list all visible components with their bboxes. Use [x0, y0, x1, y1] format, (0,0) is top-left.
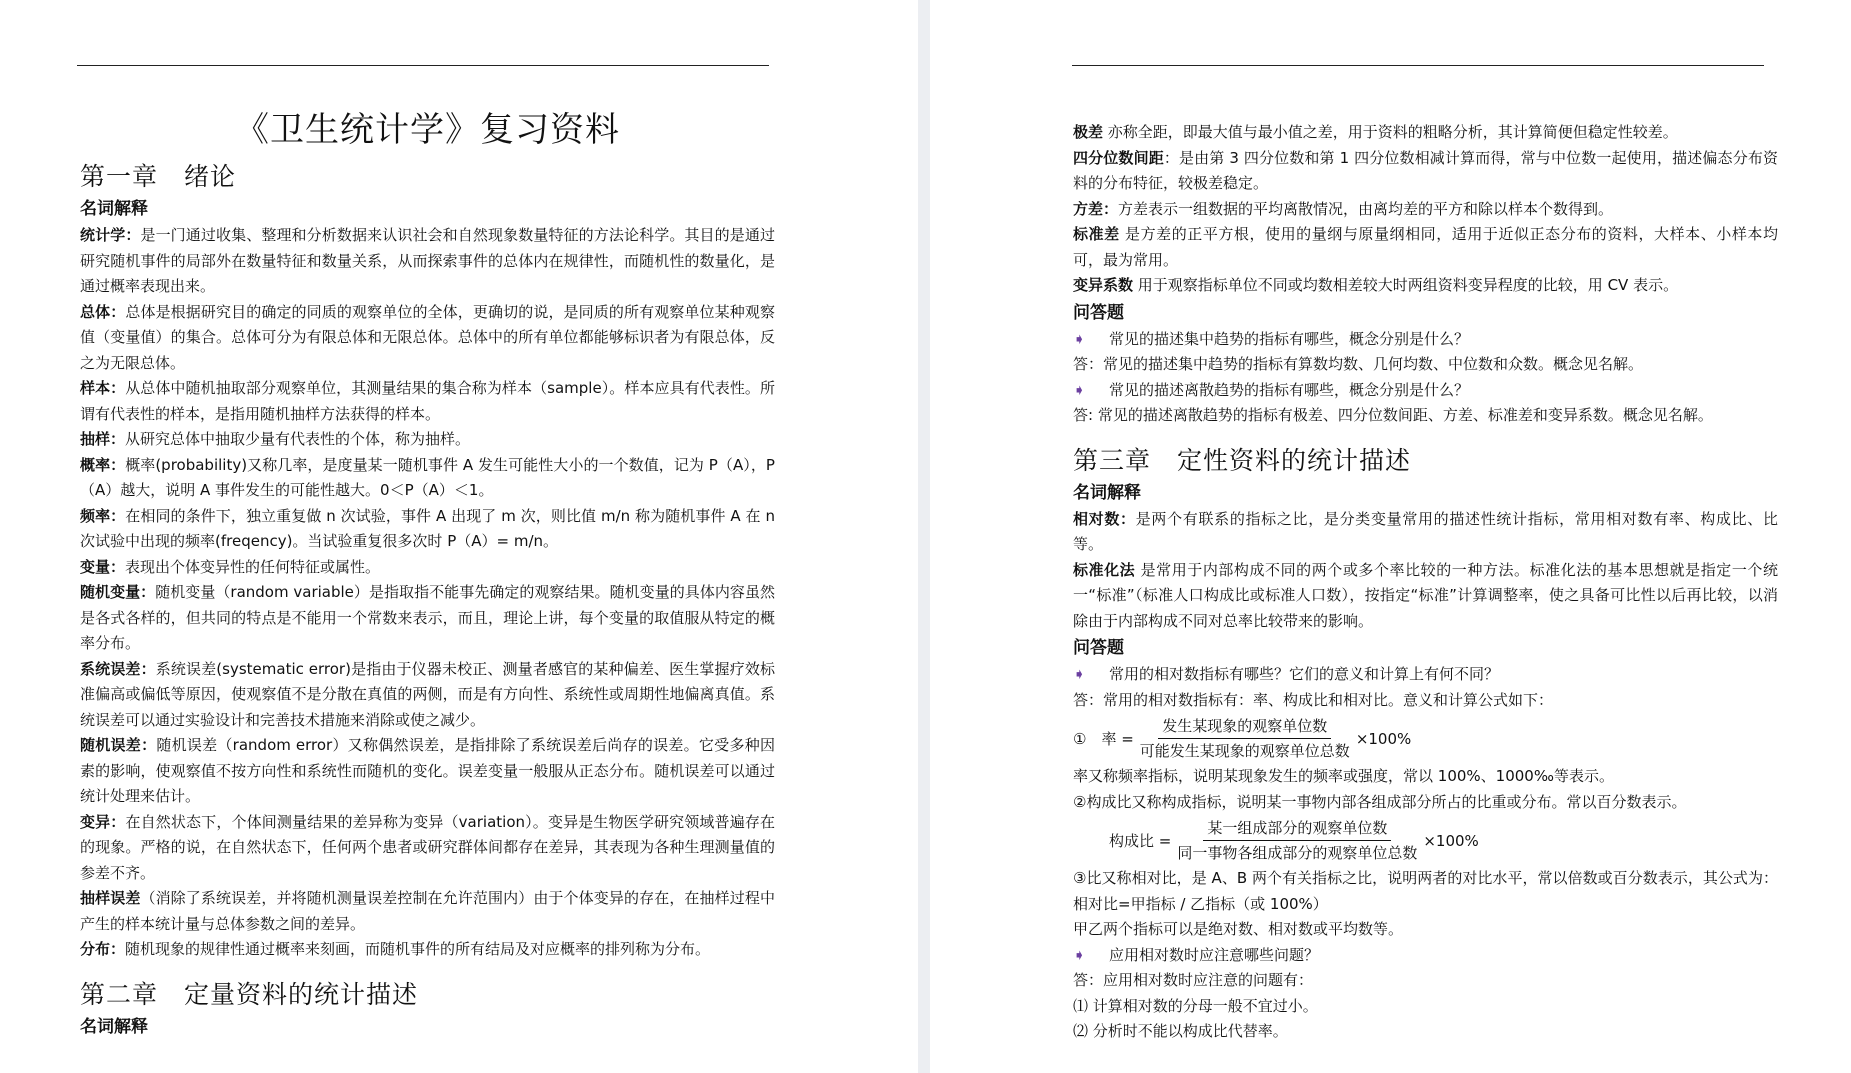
term-entry	[80, 810, 775, 887]
rate-formula	[1073, 715, 1778, 762]
formula-tail: ×100%	[1423, 831, 1479, 850]
bullet-arrow-icon: ➧	[1073, 665, 1086, 683]
term-label: 极差	[1073, 123, 1104, 141]
term-text: 在相同的条件下，独立重复做 n 次试验，事件 A 出现了 m 次，则比值 m/n 称为随机事件 A 在 n 次试验中出现的频率(freqency)。当试验重复很多次时 P（A）= m/n。	[80, 506, 775, 550]
page-gap	[918, 0, 930, 1073]
term-entry	[1073, 558, 1778, 635]
denominator: 同一事物各组成部分的观察单位总数	[1177, 844, 1418, 862]
qa-heading: 问答题	[1073, 638, 1124, 658]
term-entry	[80, 555, 775, 581]
term-entry	[1073, 197, 1778, 223]
chapter-3-title: 第三章 定性资料的统计描述	[1073, 445, 1412, 475]
term-text: 在自然状态下，个体间测量结果的差异称为变异（variation）。变异是生物医学研究领域普遍存在的现象。严格的说，在自然状态下，任何两个患者或研究群体间都存在差异，其表现为各种生理测量值的参差不齐。	[80, 812, 775, 882]
document-title: 《卫生统计学》复习资料	[235, 110, 620, 150]
term-entry	[80, 300, 775, 377]
term-text: 用于观察指标单位不同或均数相差较大时两组资料变异程度的比较，用 CV 表示。	[1137, 276, 1679, 294]
term-text: 随机现象的规律性通过概率来刻画，而随机事件的所有结局及对应概率的排列称为分布。	[125, 940, 711, 958]
terms-heading: 名词解释	[80, 199, 148, 219]
bullet-arrow-icon: ➧	[1073, 945, 1086, 964]
denominator: 可能发生某现象的观察单位总数	[1139, 742, 1350, 760]
right-content	[1073, 120, 1778, 1045]
term-label: 变异系数	[1073, 276, 1134, 294]
fraction	[1136, 715, 1354, 762]
term-label: 统计学：	[80, 226, 141, 244]
numerator: 某一组成部分的观察单位数	[1203, 817, 1391, 841]
term-text: 系统误差(systematic error)是指由于仪器未校正、测量者感官的某种偏差、医生掌握疗效标准偏高或偏低等原因，使观察值不是分散在真值的两侧，而是有方向性、系统性或周期性地偏离真值。系统误差可以通过实验设计和完善技术措施来消除或使之减少。	[80, 659, 775, 729]
term-entry	[80, 223, 775, 300]
term-entry	[1073, 273, 1778, 299]
term-label: 频率：	[80, 506, 126, 525]
term-label: 分布：	[80, 940, 126, 958]
formula-label: 构成比 =	[1109, 832, 1172, 850]
term-label: 相对数：	[1073, 509, 1136, 528]
question-item	[1073, 662, 1778, 688]
term-entry	[80, 427, 775, 453]
term-text: 随机变量（random variable）是指取指不能事先确定的观察结果。随机变量的具体内容虽然是各式各样的，但共同的特点是不能用一个常数来表示，而且，理论上讲，每个变量的取值服从特定的概率分布。	[80, 583, 775, 652]
header-rule	[1072, 65, 1764, 66]
term-text: 方差表示一组数据的平均离散情况，由离均差的平方和除以样本个数得到。	[1118, 199, 1614, 218]
term-text: （消除了系统误差，并将随机测量误差控制在允许范围内）由于个体变异的存在，在抽样过程中产生的样本统计量与总体参数之间的差异。	[80, 889, 775, 933]
formula-note: 率又称频率指标，说明某现象发生的频率或强度，常以 100%、1000‰等表示。	[1073, 767, 1614, 785]
term-entry	[1073, 507, 1778, 558]
term-entry	[80, 937, 775, 963]
term-entry	[1073, 222, 1778, 273]
term-text: 是常用于内部构成不同的两个或多个率比较的一种方法。标准化法的基本思想就是指定一个统一“标准”（标准人口构成比或标准人口数），按指定“标准”计算调整率，使之具备可比性以后再比较，以消除由于内部构成不同对总率比较带来的影响。	[1073, 560, 1778, 630]
page-left	[0, 0, 918, 1073]
answer-list-item: ⑴ 计算相对数的分母一般不宜过小。	[1073, 996, 1318, 1015]
term-text: 是一门通过收集、整理和分析数据来认识社会和自然现象数量特征的方法论科学。其目的是通过研究随机事件的局部外在数量特征和数量关系，从而探索事件的总体内在规律性，而随机性的数量化，是通过概率表现出来。	[80, 226, 775, 295]
term-label: 变异：	[80, 812, 126, 831]
term-entry	[80, 580, 775, 657]
left-content	[80, 96, 775, 1041]
term-entry	[80, 886, 775, 937]
formula-label: ① 率 =	[1073, 730, 1134, 748]
term-label: 变量：	[80, 557, 126, 576]
question-item	[1073, 378, 1778, 404]
answer-text: 答: 常见的描述离散趋势的指标有极差、四分位数间距、方差、标准差和变异系数。概念见名解。	[1073, 406, 1713, 424]
term-label: 系统误差：	[80, 659, 156, 678]
term-text: 亦称全距，即最大值与最小值之差，用于资料的粗略分析，其计算简便但稳定性较差。	[1107, 123, 1678, 141]
term-text: 概率(probability)又称几率，是度量某一随机事件 A 发生可能性大小的一个数值，记为 P（A），P（A）越大，说明 A 事件发生的可能性越大。0＜P（A）＜1。	[80, 455, 775, 499]
term-text: 表现出个体变异性的任何特征或属性。	[125, 557, 381, 576]
chapter-2-title: 第二章 定量资料的统计描述	[80, 979, 419, 1009]
qa-heading: 问答题	[1073, 302, 1124, 323]
term-text: 从研究总体中抽取少量有代表性的个体，称为抽样。	[125, 430, 471, 448]
page-right	[930, 0, 1851, 1073]
term-text: ：是由第 3 四分位数和第 1 四分位数相减计算而得，常与中位数一起使用，描述偏态分布资料的分布特征，较极差稳定。	[1073, 148, 1778, 192]
term-label: 抽样误差	[80, 889, 141, 907]
bullet-arrow-icon: ➧	[1073, 380, 1086, 399]
term-label: 方差：	[1073, 199, 1119, 218]
question-item	[1073, 327, 1778, 353]
question-text: 应用相对数时应注意哪些问题？	[1109, 945, 1320, 964]
formula-intro: ③比又称相对比，是 A、B 两个有关指标之比，说明两者的对比水平，常以倍数或百分数表示，其公式为：相对比=甲指标 / 乙指标（或 100%）	[1073, 869, 1778, 913]
composition-formula	[1073, 817, 1778, 864]
term-label: 总体：	[80, 302, 126, 321]
term-text: 是两个有联系的指标之比，是分类变量常用的描述性统计指标，常用相对数有率、构成比、比等。	[1073, 509, 1778, 553]
term-label: 标准化法	[1073, 560, 1136, 579]
formula-note: 甲乙两个指标可以是绝对数、相对数或平均数等。	[1073, 920, 1404, 938]
question-text: 常用的相对数指标有哪些？它们的意义和计算上有何不同？	[1109, 665, 1500, 683]
term-label: 随机变量：	[80, 583, 156, 601]
term-text: 总体是根据研究目的确定的同质的观察单位的全体，更确切的说，是同质的所有观察单位某种观察值（变量值）的集合。总体可分为有限总体和无限总体。总体中的所有单位都能够标识者为有限总体，反之为无限总体。	[80, 302, 775, 372]
terms-heading: 名词解释	[80, 1016, 148, 1037]
term-label: 标准差	[1073, 225, 1120, 243]
term-text: 从总体中随机抽取部分观察单位，其测量结果的集合称为样本（sample）。样本应具有代表性。所谓有代表性的样本，是指用随机抽样方法获得的样本。	[80, 379, 775, 423]
question-item	[1073, 943, 1778, 969]
term-label: 四分位数间距	[1073, 148, 1164, 167]
term-label: 样本：	[80, 379, 126, 397]
term-entry	[1073, 120, 1778, 146]
answer-text: 答：常见的描述集中趋势的指标有算数均数、几何均数、中位数和众数。概念见名解。	[1073, 355, 1644, 373]
term-entry	[80, 376, 775, 427]
question-text: 常见的描述集中趋势的指标有哪些，概念分别是什么？	[1109, 329, 1470, 348]
term-entry	[80, 733, 775, 810]
numerator: 发生某现象的观察单位数	[1158, 715, 1331, 739]
question-text: 常见的描述离散趋势的指标有哪些，概念分别是什么？	[1109, 380, 1470, 399]
term-label: 抽样：	[80, 430, 126, 448]
term-label: 概率：	[80, 455, 126, 474]
formula-tail: ×100%	[1355, 729, 1412, 748]
fraction	[1173, 817, 1421, 864]
answer-text: 答：常用的相对数指标有：率、构成比和相对比。意义和计算公式如下：	[1073, 690, 1554, 709]
formula-intro: ②构成比又称构成指标，说明某一事物内部各组成部分所占的比重或分布。常以百分数表示。	[1073, 792, 1687, 811]
term-text: 随机误差（random error）又称偶然误差，是指排除了系统误差后尚存的误差。它受多种因素的影响，使观察值不按方向性和系统性而随机的变化。误差变量一般服从正态分布。随机误差可以通过统计处理来估计。	[80, 736, 775, 805]
term-entry	[80, 657, 775, 734]
header-rule	[77, 65, 769, 66]
term-entry	[1073, 146, 1778, 197]
answer-list-item: ⑵ 分析时不能以构成比代替率。	[1073, 1022, 1288, 1040]
terms-heading: 名词解释	[1073, 482, 1141, 503]
term-label: 随机误差：	[80, 736, 157, 754]
term-entry	[80, 453, 775, 504]
answer-text: 答：应用相对数时应注意的问题有：	[1073, 971, 1314, 989]
term-entry	[80, 504, 775, 555]
term-text: 是方差的正平方根，使用的量纲与原量纲相同，适用于近似正态分布的资料，大样本、小样本均可，最为常用。	[1073, 225, 1778, 269]
chapter-1-title: 第一章 绪论	[80, 162, 237, 191]
bullet-arrow-icon: ➧	[1073, 329, 1086, 348]
